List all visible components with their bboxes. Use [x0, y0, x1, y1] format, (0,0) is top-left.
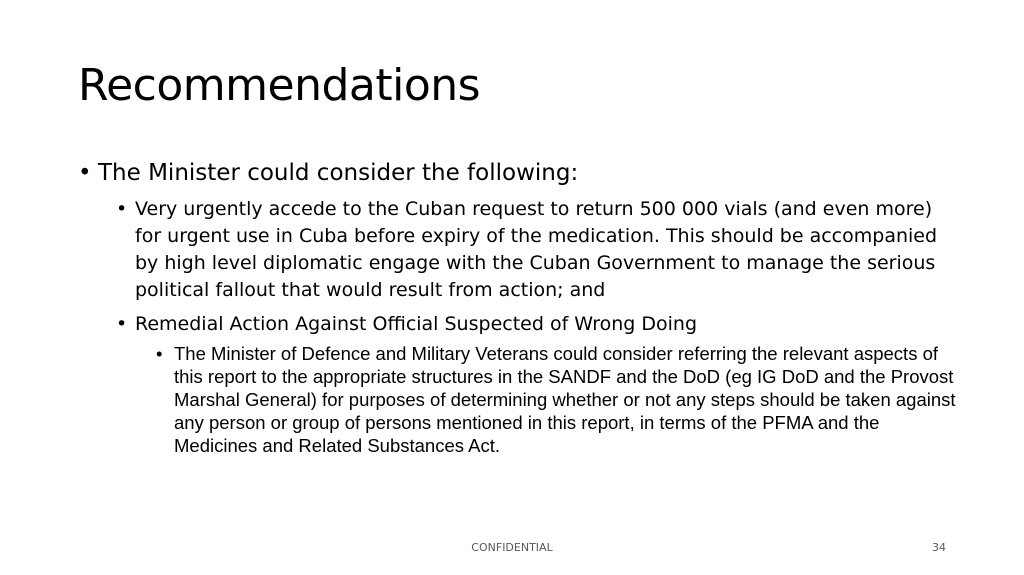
slide-title: Recommendations — [78, 60, 481, 111]
bullet-dot: • — [116, 198, 128, 220]
bullet-dot: • — [116, 313, 128, 335]
slide-number: 34 — [932, 541, 946, 554]
bullet-level-2 — [116, 196, 946, 304]
bullet-level-3 — [156, 342, 956, 457]
bullet-text: Remedial Action Against Official Suspected of Wrong Doing — [135, 313, 698, 335]
bullet-text: Very urgently accede to the Cuban request to return 500 000 vials (and even more) for urgent use in Cuba before expiry of the medication. This should be accompanied by high level diplomatic engage with the Cuban Government to manage the serious political fallout that would result from action; and — [135, 198, 938, 301]
bullet-level-2 — [116, 311, 946, 338]
bullet-dot: • — [78, 160, 92, 186]
bullet-text: The Minister could consider the following: — [98, 160, 579, 186]
bullet-dot: • — [156, 343, 163, 364]
bullet-text: The Minister of Defence and Military Veterans could consider referring the relevant aspects of this report to the appropriate structures in the SANDF and the DoD (eg IG DoD and the Provost Marshal General) for purposes of determining whether or not any steps should be taken against any person or group of persons mentioned in this report, in terms of the PFMA and the Medicines and Related Substances Act. — [174, 343, 956, 456]
footer-confidential: CONFIDENTIAL — [471, 541, 553, 554]
